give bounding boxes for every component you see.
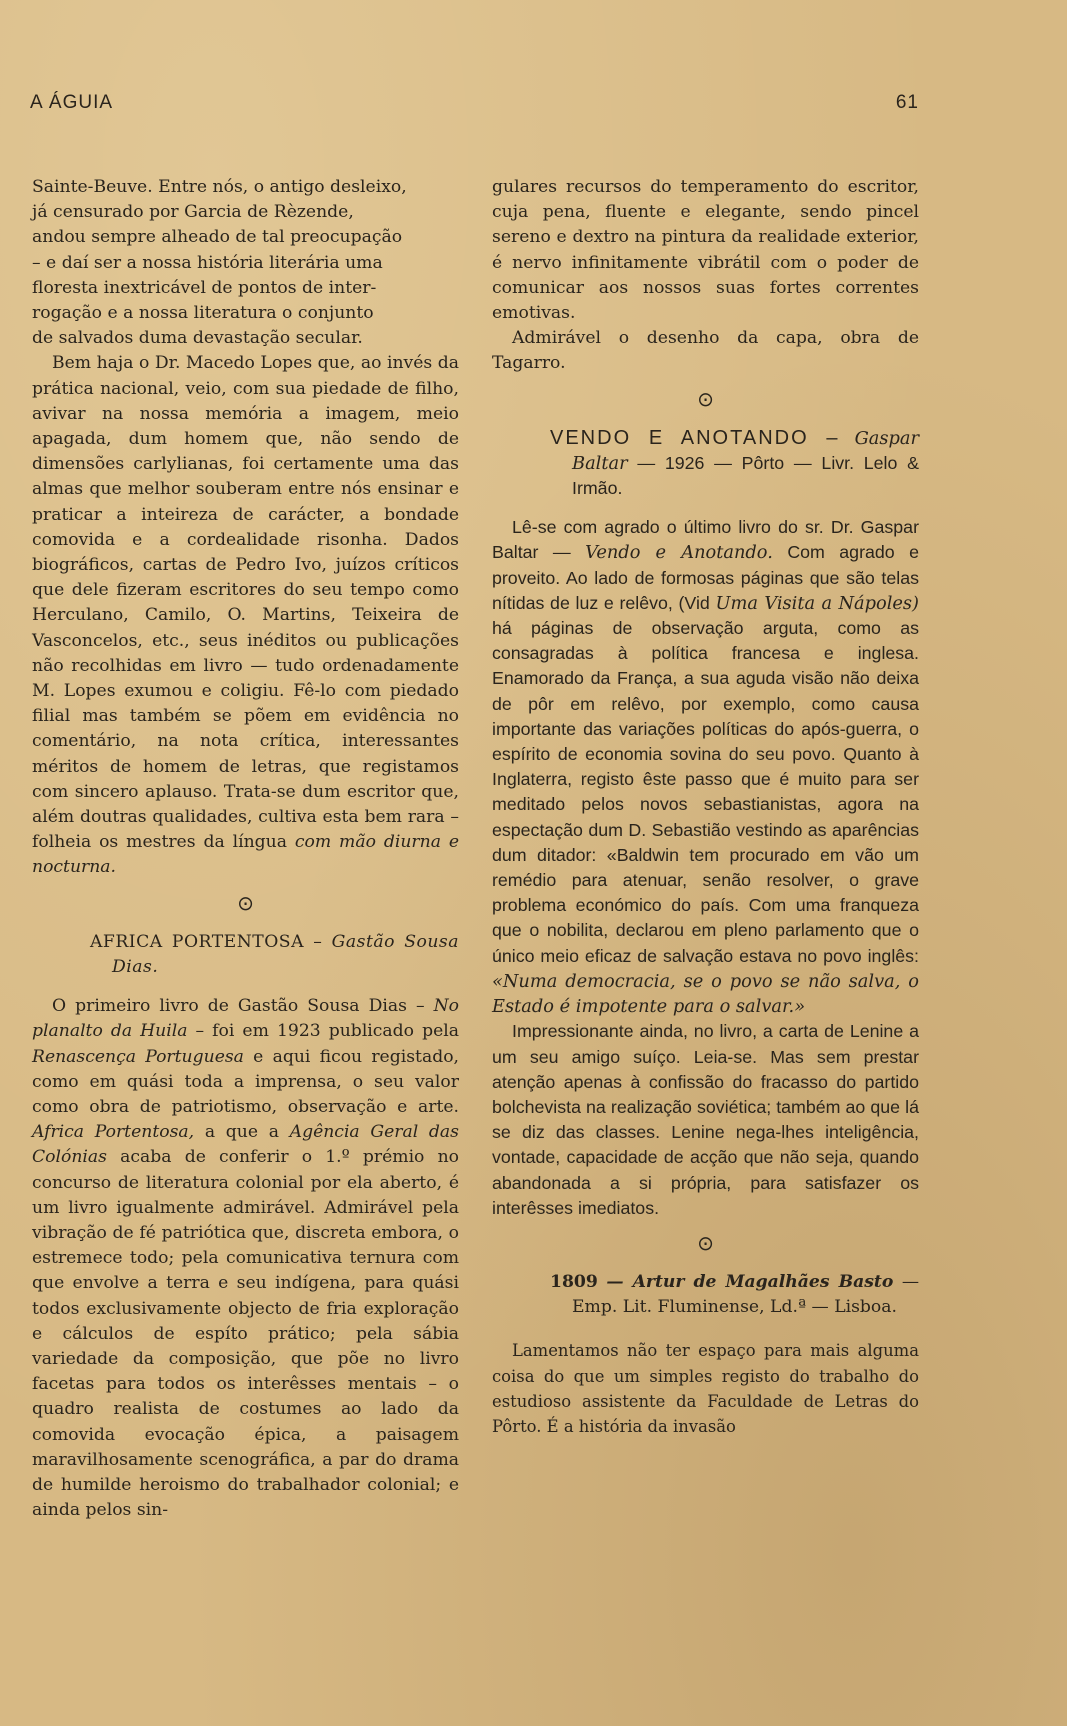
review-author: Gastão Sousa Dias. xyxy=(112,931,459,977)
review-heading: AFRICA PORTENTOSA – Gastão Sousa Dias. xyxy=(90,931,459,977)
publisher-name: Renascença Portuguesa xyxy=(32,1046,244,1067)
review-heading xyxy=(492,1270,919,1320)
paragraph-continued: gulares recursos do temperamento do escritor, cuja pena, fluente e elegante, sendo pincel sereno e dextro na pintura da realidade exterior, é nervo infinitamente vibrátil com o poder de comunicar aos nossos suas fortes correntes emotivas. xyxy=(492,177,919,324)
book-title: Africa Portentosa, xyxy=(32,1122,195,1143)
line: floresta inextricável de pontos de inter- xyxy=(32,277,377,298)
chapter-title: Uma Visita a Nápoles) xyxy=(715,592,919,614)
running-header xyxy=(30,92,919,114)
review-author: — Artur de Magalhães Basto xyxy=(606,1271,894,1292)
line: rogação e a nossa literatura o conjunto xyxy=(32,303,374,324)
paragraph: Bem haja o Dr. Macedo Lopes que, ao invés da prática nacional, veio, com sua piedade de filho, avivar na nossa memória a imagem, meio apagada, dum homem que, não sendo de dimensões carlylianas, foi certamente uma das almas que melhor souberam entre nós ensinar e praticar a inteireza de carácter, a bondade comovida e a cordealidade risonha. Dados biográficos, cartas de Pedro Ivo, juízos críticos que dele fizeram escritores do seu tempo como Herculano, Camilo, O. Martins, Teixeira de Vasconcelos, etc., seus inéditos ou publicações não recolhidas em livro — tudo ordenadamente M. Lopes exumou e coligiu. Fê-lo com piedado filial mas também se põem em evidência no comentário, na nota crítica, interessantes méritos de homem de letras, que registamos com sincero aplauso. Trata-se dum escritor que, além doutras qualidades, cultiva esta bem rara – folheia os mestres da língua com mão diurna e nocturna. xyxy=(32,353,460,878)
section-separator: ⊙ xyxy=(237,890,254,915)
journal-title: A ÁGUIA xyxy=(30,92,114,113)
section-separator: ⊙ xyxy=(697,386,714,411)
section-separator: ⊙ xyxy=(697,1230,714,1255)
paragraph: Impressionante ainda, no livro, a carta de Lenine a um seu amigo suíço. Leia-se. Mas sem prestar atenção apenas à confissão do fracasso do partido bolchevista na realização soviética; também ao que lá se diz das classes. Lenine nega-lhes inteligência, vontade, capacidade de acção que não seja, quando abandonada a si própria, para satisfazer os interêsses imediatos. xyxy=(492,1021,919,1218)
review-heading: VENDO E ANOTANDO – Gaspar Baltar — 1926 — Pôrto — Livr. Lelo & Irmão. xyxy=(550,426,919,499)
line: andou sempre alheado de tal preocupação xyxy=(32,227,403,248)
paragraph: Admirável o desenho da capa, obra de Tagarro. xyxy=(492,328,919,374)
book-title: No planalto da Huila xyxy=(32,996,459,1042)
paragraph: Lê-se com agrado o último livro do sr. Dr. Gaspar Baltar — Vendo e Anotando. Com agrado e proveito. Ao lado de formosas páginas que são telas nítidas de luz e relêvo, (Vid Uma Visita a Nápoles) há páginas de observação arguta, como as consagradas à política francesa e inglesa. Enamorado da França, a sua aguda visão não deixa de pôr em relêvo, por exemplo, como causa importante das variações políticas do após-guerra, o espírito de economia sovina do seu povo. Quanto à Inglaterra, registo êste passo que é muito para ser meditado pelos novos sebastianistas, agora na espectação dum D. Sebastião vestindo as aparências dum ditador: «Baldwin tem procurado em vão um remédio para atenuar, senão resolver, o grave problema económico do país. Com uma franqueza que o nobilita, declarou em pleno parlamento que o único meio eficaz de salvação estava no povo inglês: «Numa democracia, se o povo se não salva, o Estado é impotente para o salvar.» xyxy=(492,517,919,1018)
agency-name: Agência Geral das Colónias xyxy=(32,1122,459,1168)
review-details: — 1926 — Pôrto — Livr. Lelo & Irmão. xyxy=(572,452,919,499)
review-author: Gaspar Baltar xyxy=(572,427,919,474)
page-number: 61 xyxy=(895,92,919,113)
paragraph: O primeiro livro de Gastão Sousa Dias – No planalto da Huila – foi em 1923 publicado pela Renascença Portuguesa e aqui ficou registado, como em quási toda a imprensa, o seu valor como obra de patriotismo, observação e arte. Africa Portentosa, a que a Agência Geral das Colónias acaba de conferir o 1.º prémio no concurso de literatura colonial por ela aberto, é um livro igualmente admirável. Admirável pela vibração de fé patriótica que, discreta embora, o estremece todo; pela comunicativa ternura com que envolve a terra e seu indígena, para quási todos exclusivamente objecto de fria exploração e cálculos de espíto prático; pela sábia variedade da composição, que põe no livro facetas para todos os interêsses mentais – o quadro realista de costumes ao lado da comovida evocação épica, a paisagem maravilhosamente scenográfica, a par do drama de humilde heroismo do trabalhador colonial; e ainda pelos sin- xyxy=(32,996,460,1521)
right-column xyxy=(492,175,919,1439)
review-details: — Emp. Lit. Fluminense, Ld.ª — Lisboa. xyxy=(572,1271,920,1318)
line: de salvados duma devastação secular. xyxy=(32,328,363,349)
italic-phrase: com mão diurna e nocturna. xyxy=(32,832,460,878)
left-column xyxy=(32,175,459,1523)
line: já censurado por Garcia de Rèzende, xyxy=(32,202,354,223)
line: – e daí ser a nossa história literária uma xyxy=(32,252,383,273)
paragraph: Lamentamos não ter espaço para mais alguma coisa do que um simples registo do trabalho do estudioso assistente da Faculdade de Letras do Pôrto. É a história da invasão xyxy=(492,1341,919,1436)
line: Sainte-Beuve. Entre nós, o antigo desleixo, xyxy=(32,177,407,197)
review-number: 1809 xyxy=(550,1271,598,1292)
book-title: Vendo e Anotando. xyxy=(585,542,773,564)
quotation: «Numa democracia, se o povo se não salva, o Estado é impotente para o salvar.» xyxy=(492,970,919,1018)
paragraph-continued xyxy=(32,175,459,351)
